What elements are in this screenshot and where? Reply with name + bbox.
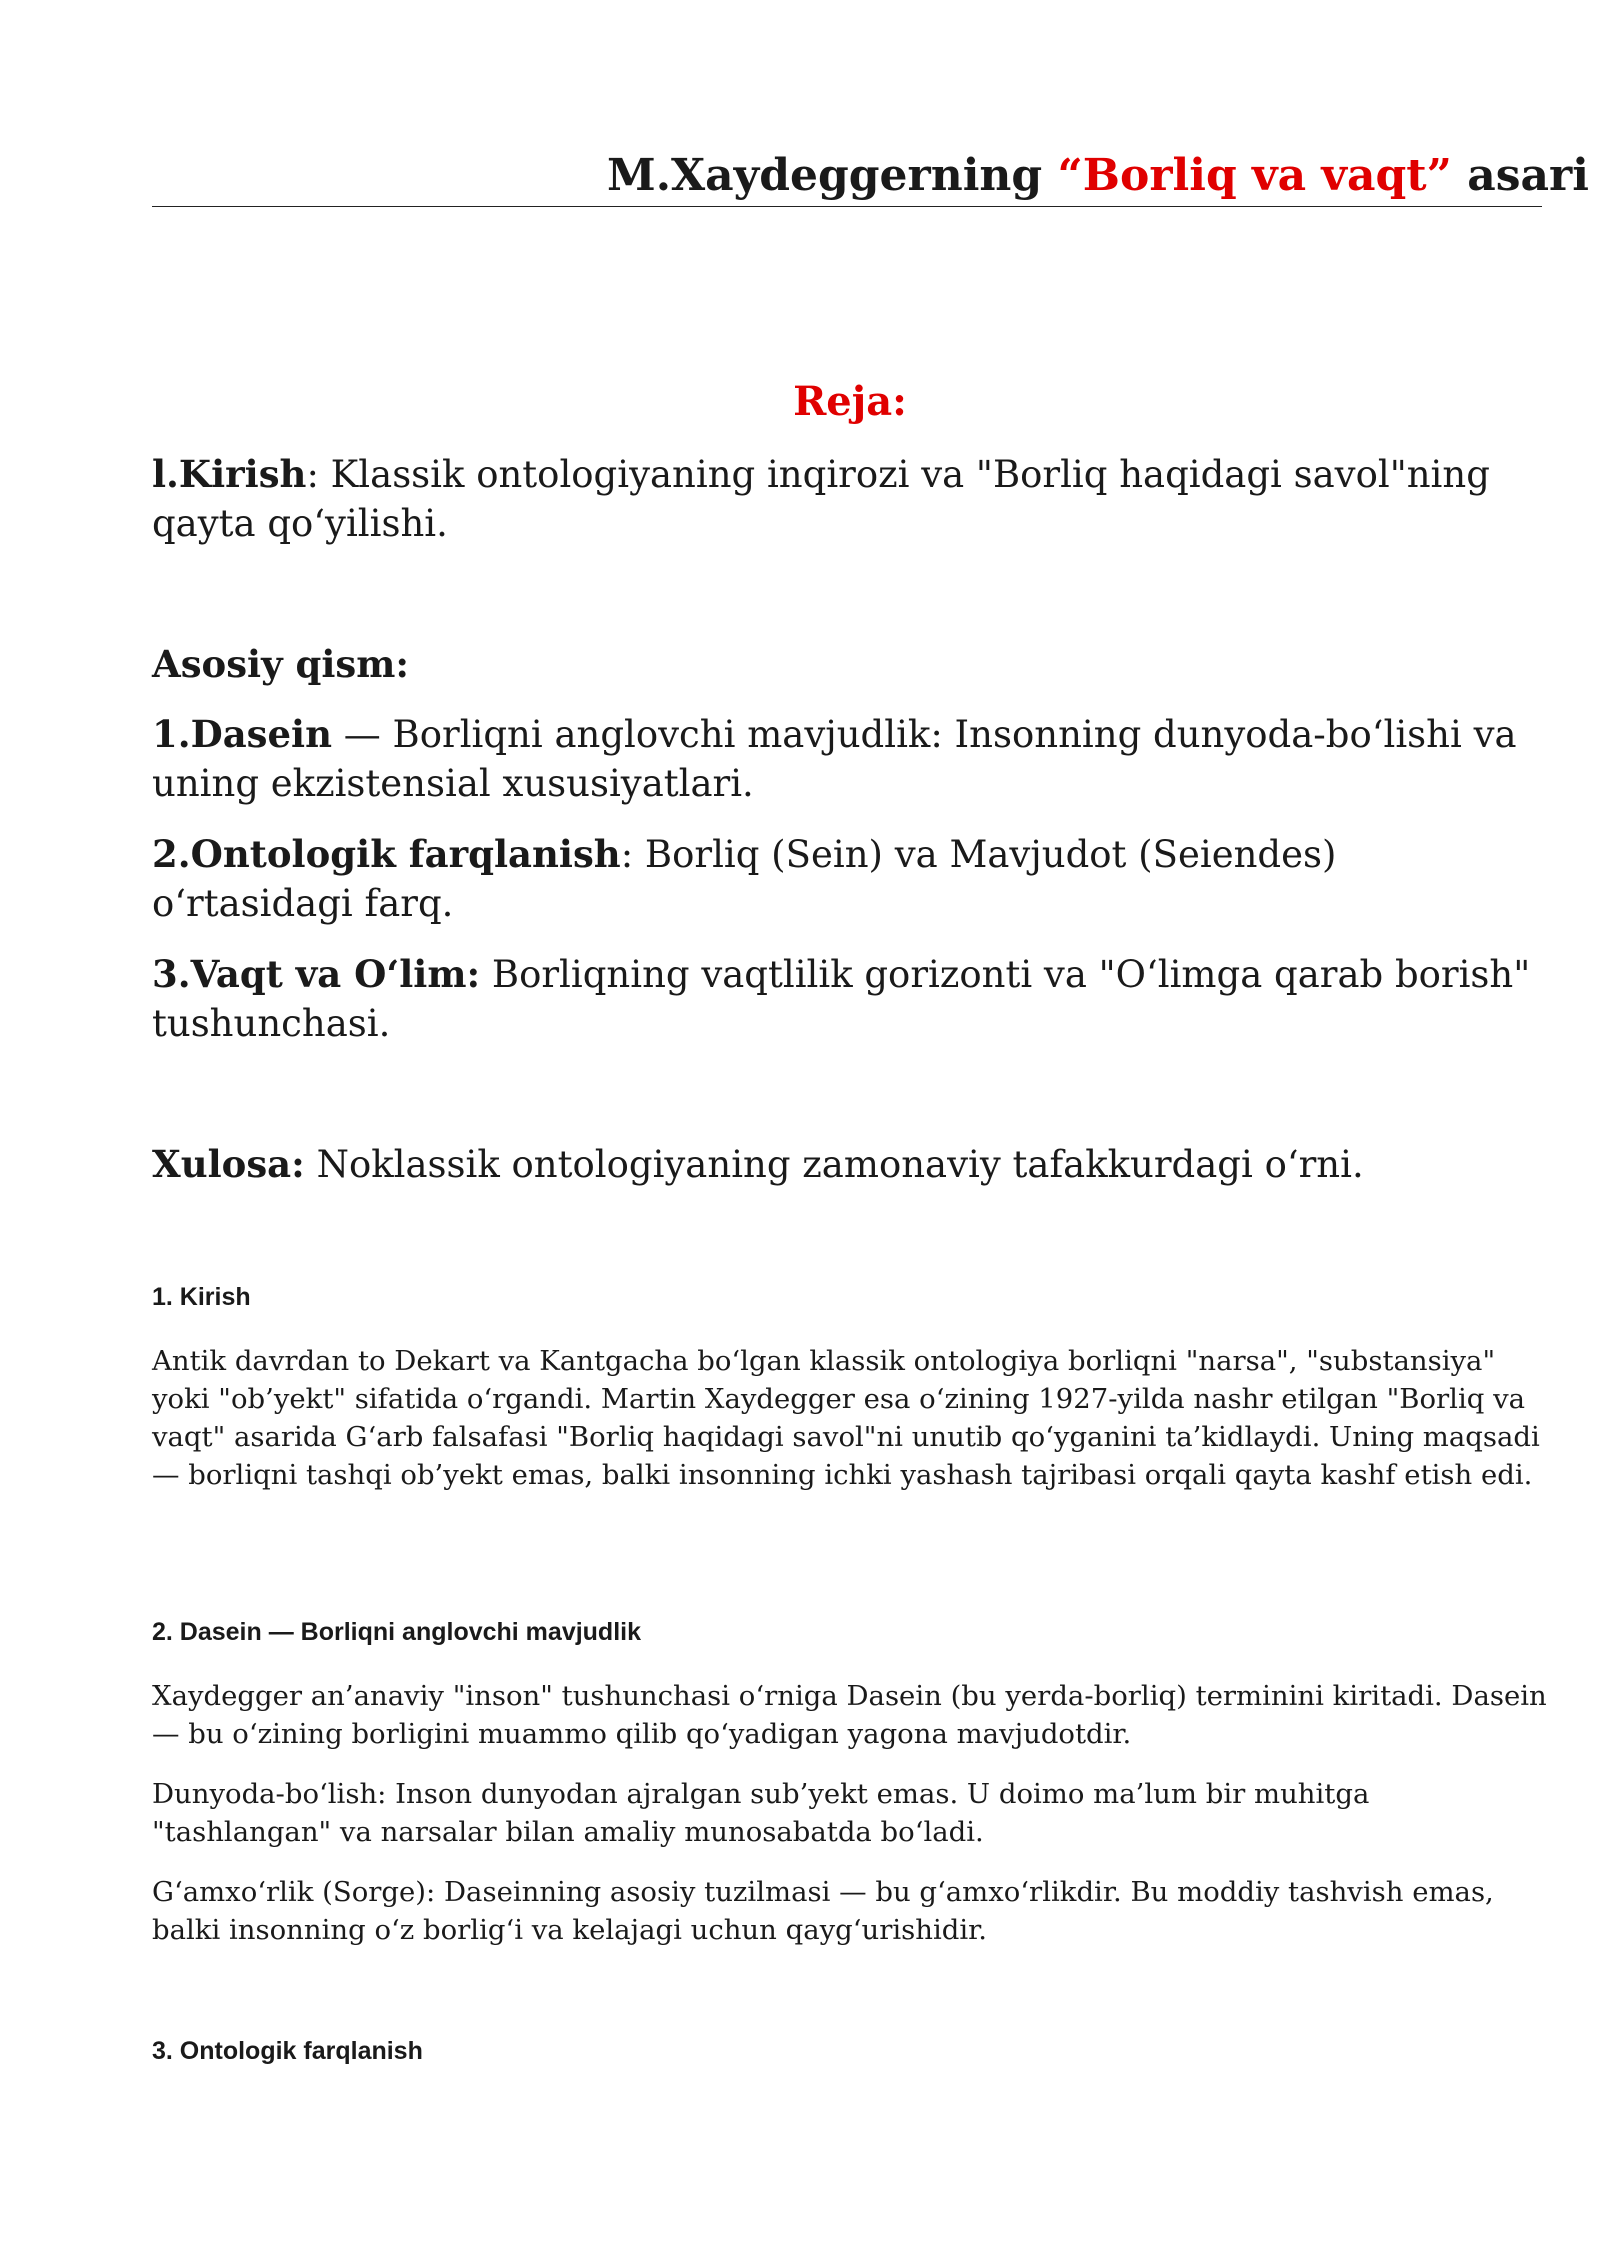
- plan-item-ontological: [152, 830, 1542, 928]
- plan-intro-label: l.Kirish: [152, 452, 307, 496]
- plan-item-label: 1.Dasein: [152, 712, 333, 756]
- plan-item-dasein: [152, 710, 1542, 808]
- plan-item-label: 2.Ontologik farqlanish: [152, 832, 621, 876]
- plan-item-time-death: [152, 950, 1542, 1048]
- plan-item-label: 3.Vaqt va O‘lim:: [152, 952, 481, 996]
- plan-item-text: : Borliq (Sein) va Mavjudot (Seiendes) o‘rtasidagi farq.: [152, 833, 1337, 925]
- plan-item-text: Borliqning vaqtlilik gorizonti va "O‘limga qarab borish" tushunchasi.: [152, 953, 1531, 1045]
- plan-intro: [152, 450, 1542, 548]
- section-heading-kirish: 1. Kirish: [152, 1283, 251, 1311]
- plan-item-text: — Borliqni anglovchi mavjudlik: Insonning dunyoda-bo‘lishi va uning ekzistensial xususiyatlari.: [152, 713, 1517, 805]
- title-suffix: asari: [1467, 150, 1589, 201]
- title-prefix: M.Xaydeggerning: [607, 150, 1043, 201]
- document-header: [152, 150, 1589, 207]
- section-heading-ontological: 3. Ontologik farqlanish: [152, 2037, 423, 2065]
- section-heading-dasein: 2. Dasein — Borliqni anglovchi mavjudlik: [152, 1618, 642, 1646]
- plan-intro-text: : Klassik ontologiyaning inqirozi va "Borliq haqidagi savol"ning qayta qo‘yilishi.: [152, 453, 1490, 545]
- title-book-name: “Borliq va vaqt”: [1057, 150, 1452, 201]
- plan-title: Reja:: [793, 378, 907, 425]
- plan-conclusion-text: Noklassik ontologiyaning zamonaviy tafakkurdagi o‘rni.: [304, 1143, 1364, 1186]
- document-title: [607, 152, 1589, 200]
- plan-main-heading: Asosiy qism:: [152, 642, 410, 686]
- section-paragraph: Xaydegger an’anaviy "inson" tushunchasi o‘rniga Dasein (bu yerda-borliq) terminini kiritadi. Dasein — bu o‘zining borligini muammo qilib qo‘yadigan yagona mavjudotdir.: [152, 1680, 1547, 1750]
- plan-conclusion: [152, 1140, 1542, 1189]
- section-paragraph: Dunyoda-bo‘lish: Inson dunyodan ajralgan sub’yekt emas. U doimo ma’lum bir muhitga "tashlangan" va narsalar bilan amaliy munosabatda bo‘ladi.: [152, 1778, 1370, 1848]
- section-paragraph: G‘amxo‘rlik (Sorge): Daseinning asosiy tuzilmasi — bu g‘amxo‘rlikdir. Bu moddiy tashvish emas, balki insonning o‘z borlig‘i va kelajagi uchun qayg‘urishidir.: [152, 1876, 1494, 1946]
- section-paragraph: Antik davrdan to Dekart va Kantgacha bo‘lgan klassik ontologiya borliqni "narsa", "substansiya" yoki "ob’yekt" sifatida o‘rgandi. Martin Xaydegger esa o‘zining 1927-yilda nashr etilgan "Borliq va vaqt" asarida G‘arb falsafasi "Borliq haqidagi savol"ni unutib qo‘yganini ta’kidlaydi. Uning maqsadi — borliqni tashqi ob’yekt emas, balki insonning ichki yashash tajribasi orqali qayta kashf etish edi.: [152, 1345, 1540, 1491]
- plan-conclusion-label: Xulosa:: [152, 1142, 305, 1186]
